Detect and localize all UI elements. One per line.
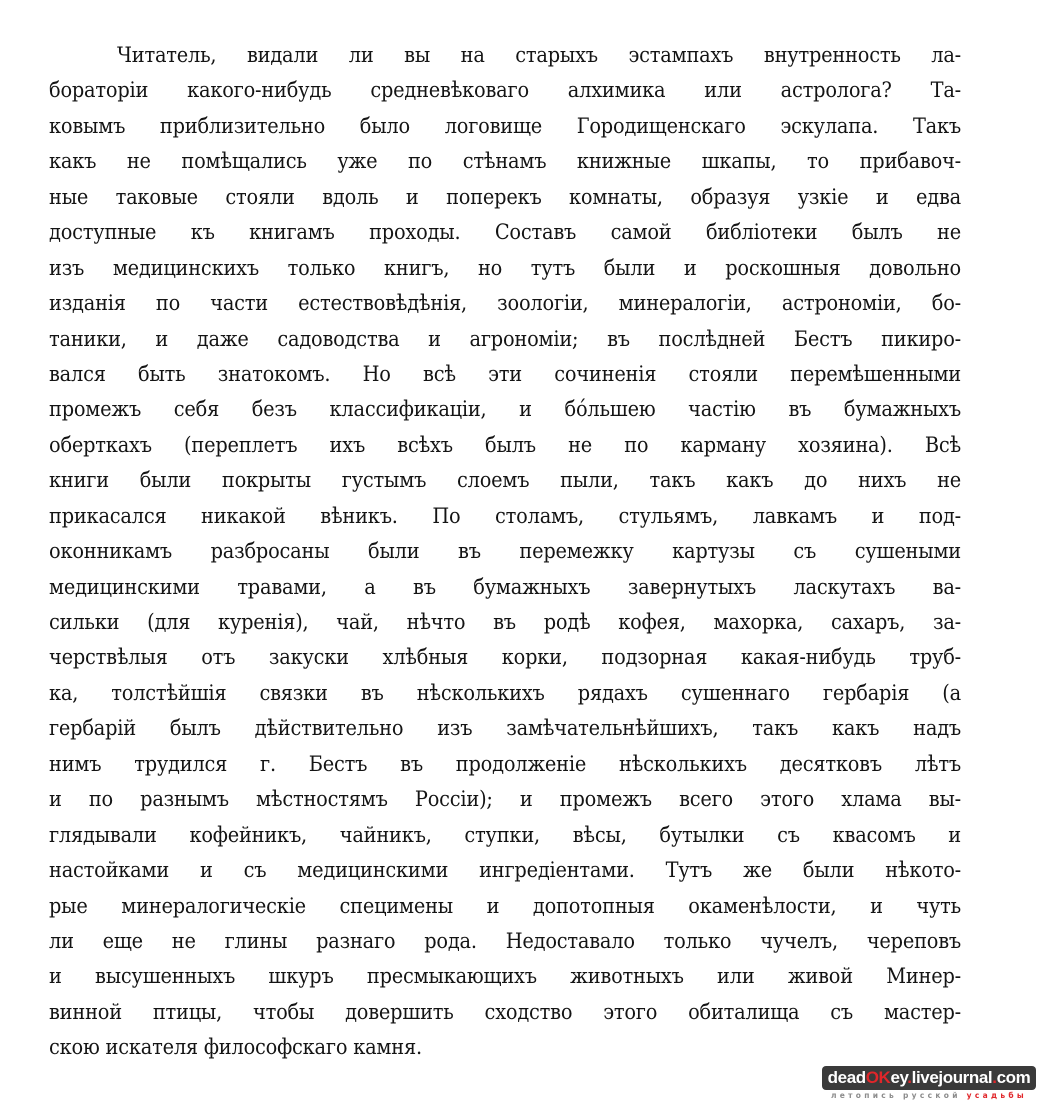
logo-text-ok: OK: [865, 1068, 891, 1087]
line-text: медицинскими травами, а въ бумажныхъ завернутыхъ ласкутахъ ва-: [49, 574, 961, 600]
subtitle-red-text: усадьбы: [966, 1091, 1027, 1100]
line-text: книги были покрыты густымъ слоемъ пыли, такъ какъ до нихъ не: [49, 468, 961, 494]
line-text: сильки (для куренія), чай, нѣчто въ родѣ кофея, махорка, сахаръ, за-: [49, 610, 961, 635]
line-text: промежъ себя безъ классификаціи, и бо́льшею частію въ бумажныхъ: [49, 397, 961, 423]
logo-text-com: com: [996, 1068, 1031, 1087]
line-text: изъ медицинскихъ только книгъ, но тутъ были и роскошныя довольно: [49, 255, 961, 281]
line-text: гербарій былъ дѣйствительно изъ замѣчательнѣйшихъ, такъ какъ надъ: [49, 716, 961, 742]
paragraph-line: [49, 463, 961, 498]
paragraph-line: [49, 640, 961, 675]
line-text: и по разнымъ мѣстностямъ Россіи); и промежъ всего этого хлама вы-: [49, 787, 961, 813]
watermark-logo: [822, 1066, 1036, 1090]
line-text: настойками и съ медицинскими ингредіентами. Тутъ же были нѣкото-: [49, 858, 961, 884]
logo-text-livejournal: livejournal: [911, 1068, 993, 1087]
paragraph-line: [49, 747, 961, 782]
paragraph-line: [49, 73, 961, 108]
logo-dot: .: [992, 1068, 997, 1087]
line-text: черствѣлыя отъ закуски хлѣбныя корки, подзорная какая-нибудь труб-: [49, 645, 961, 671]
logo-text-ey: ey: [890, 1068, 908, 1087]
watermark-subtitle: [822, 1091, 1036, 1100]
paragraph-line: [49, 676, 961, 711]
paragraph-line: [49, 570, 961, 605]
line-text: бораторіи какого-нибудь средневѣковаго алхимика или астролога? Та-: [49, 78, 961, 104]
paragraph-line: [49, 818, 961, 853]
line-text: скою искателя философскаго камня.: [49, 1035, 422, 1061]
line-text: оберткахъ (переплетъ ихъ всѣхъ былъ не по карману хозяина). Всѣ: [49, 432, 961, 458]
line-text: Читатель, видали ли вы на старыхъ эстампахъ внутренность ла-: [117, 43, 961, 68]
paragraph-line: [49, 889, 961, 924]
paragraph-line: [49, 38, 961, 73]
line-text: доступные къ книгамъ проходы. Составъ самой библіотеки былъ не: [49, 220, 961, 246]
line-text: ные таковые стояли вдоль и поперекъ комнаты, образуя узкіе и едва: [49, 184, 961, 210]
document-page: [49, 38, 961, 1066]
watermark: [822, 1066, 1036, 1100]
line-text: вался быть знатокомъ. Но всѣ эти сочиненія стояли перемѣшенными: [49, 361, 961, 387]
paragraph-line: [49, 605, 961, 640]
paragraph-line: [49, 428, 961, 463]
subtitle-grey-text: летопись русской: [830, 1091, 967, 1100]
line-text: изданія по части естествовѣдѣнія, зоологіи, минералогіи, астрономіи, бо-: [49, 291, 961, 317]
line-text: глядывали кофейникъ, чайникъ, ступки, вѣсы, бутылки съ квасомъ и: [49, 822, 961, 848]
paragraph-line: [49, 995, 961, 1030]
line-text: прикасался никакой вѣникъ. По столамъ, стульямъ, лавкамъ и под-: [49, 503, 961, 529]
paragraph-line: [49, 782, 961, 817]
paragraph-line: [49, 109, 961, 144]
paragraph-line: [49, 286, 961, 321]
line-text: ка, толстѣйшія связки въ нѣсколькихъ рядахъ сушеннаго гербарія (а: [49, 680, 961, 706]
line-text: нимъ трудился г. Бестъ въ продолженіе нѣсколькихъ десятковъ лѣтъ: [49, 751, 961, 777]
paragraph-line: [49, 534, 961, 569]
paragraph-line: [49, 924, 961, 959]
paragraph-line: [49, 392, 961, 427]
paragraph-line: [49, 853, 961, 888]
line-text: ли еще не глины разнаго рода. Недоставало только чучелъ, череповъ: [49, 928, 961, 954]
line-text: какъ не помѣщались уже по стѣнамъ книжные шкапы, то прибавоч-: [49, 149, 961, 175]
line-text: ковымъ приблизительно было логовище Городищенскаго эскулапа. Такъ: [49, 113, 961, 139]
line-text: и высушенныхъ шкуръ пресмыкающихъ животныхъ или живой Минер-: [49, 964, 961, 990]
paragraph-line: [49, 322, 961, 357]
paragraph-line: [49, 357, 961, 392]
paragraph-line: [49, 251, 961, 286]
logo-text-dead: dead: [827, 1068, 866, 1087]
logo-dot: .: [907, 1068, 912, 1087]
paragraph-line: [49, 711, 961, 746]
paragraph-line: [49, 180, 961, 215]
line-text: винной птицы, чтобы довершить сходство этого обиталища съ мастер-: [49, 999, 961, 1025]
line-text: таники, и даже садоводства и агрономіи; въ послѣдней Бестъ пикиро-: [49, 326, 961, 352]
paragraph-line: [49, 144, 961, 179]
paragraph-line: [49, 215, 961, 250]
line-text: оконникамъ разбросаны были въ перемежку картузы съ сушеными: [49, 539, 961, 565]
line-text: рые минералогическіе специмены и допотопныя окаменѣлости, и чуть: [49, 893, 961, 919]
paragraph-line-last: [49, 1030, 961, 1065]
paragraph-line: [49, 499, 961, 534]
paragraph-line: [49, 959, 961, 994]
